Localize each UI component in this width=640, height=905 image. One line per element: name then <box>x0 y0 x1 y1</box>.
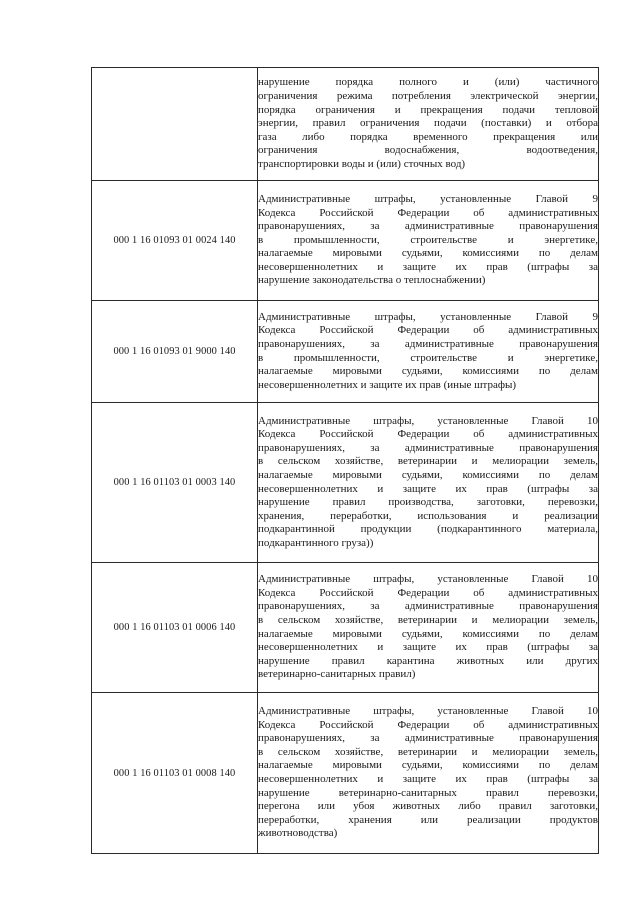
budget-codes-table <box>91 67 599 854</box>
description-line: нарушение правил производства, заготовки, перевозки, <box>258 496 598 509</box>
description-line: подкарантинного груза)) <box>258 536 374 549</box>
description-line: газа либо порядка временного прекращения или <box>258 130 598 143</box>
description-line: порядка ограничения и прекращения подачи тепловой <box>258 103 598 116</box>
table-row <box>92 403 599 563</box>
code-cell: 000 1 16 01103 01 0008 140 <box>92 693 258 854</box>
description-line: Административные штрафы, установленные Главой 10 <box>258 573 598 586</box>
description-line: перегона или убоя животных либо правил заготовки, <box>258 800 598 813</box>
description-line: налагаемые мировыми судьями, комиссиями по делам <box>258 759 598 772</box>
description-line: налагаемые мировыми судьями, комиссиями по делам <box>258 627 598 640</box>
code-cell: 000 1 16 01103 01 0003 140 <box>92 403 258 563</box>
table-row <box>92 693 599 854</box>
code-cell: 000 1 16 01093 01 0024 140 <box>92 181 258 301</box>
description-line: несовершеннолетних и защите их прав (штрафы за <box>258 773 598 785</box>
description-line: в сельском хозяйстве, ветеринарии и мелиорации земель, <box>258 455 598 468</box>
description-line: нарушение правил карантина животных или других <box>258 654 598 667</box>
description-line: ветеринарно-санитарных правил) <box>258 668 416 681</box>
description-line: налагаемые мировыми судьями, комиссиями по делам <box>258 247 598 260</box>
description-line: несовершеннолетних и защите их прав (штрафы за <box>258 641 598 654</box>
description-cell <box>258 68 599 181</box>
description-line: энергии, правил ограничения подачи (поставки) и отбора <box>258 117 598 130</box>
description-line: правонарушениях, за административные правонарушения <box>258 600 598 613</box>
table-row <box>92 563 599 693</box>
description-line: правонарушениях, за административные правонарушения <box>258 441 598 454</box>
description-line: Административные штрафы, установленные Главой 10 <box>258 414 598 427</box>
description-line: Кодекса Российской Федерации об административных <box>258 428 598 441</box>
description-line: Административные штрафы, установленные Главой 10 <box>258 705 598 718</box>
description-cell <box>258 181 599 301</box>
description-line: подкарантинной продукции (подкарантинного материала, <box>258 523 598 536</box>
description-line: в сельском хозяйстве, ветеринарии и мелиорации земель, <box>258 613 598 626</box>
description-line: в промышленности, строительстве и энергетике, <box>258 351 598 364</box>
code-cell: 000 1 16 01093 01 9000 140 <box>92 301 258 403</box>
code-cell: 000 1 16 01103 01 0006 140 <box>92 563 258 693</box>
description-line: в сельском хозяйстве, ветеринарии и мелиорации земель, <box>258 745 598 758</box>
description-line: Административные штрафы, установленные Главой 9 <box>258 192 598 205</box>
table-row <box>92 301 599 403</box>
description-line: несовершеннолетних и защите их прав (иные штрафы) <box>258 378 517 391</box>
description-line: ограничения водоснабжения, водоотведения, <box>258 144 598 157</box>
description-line: хранения, переработки, использования и реализации <box>258 509 598 522</box>
table-body <box>92 68 599 854</box>
description-line: транспортировки воды и (или) сточных вод) <box>258 157 466 170</box>
description-cell <box>258 563 599 693</box>
description-cell <box>258 693 599 854</box>
description-line: животноводства) <box>258 827 338 840</box>
description-line: Кодекса Российской Федерации об административных <box>258 324 598 337</box>
description-line: налагаемые мировыми судьями, комиссиями по делам <box>258 468 598 481</box>
description-line: нарушение ветеринарно-санитарных правил перевозки, <box>258 786 598 799</box>
code-cell <box>92 68 258 181</box>
description-line: нарушение порядка полного и (или) частичного <box>258 76 598 89</box>
description-line: нарушение законодательства о теплоснабжении) <box>258 274 486 287</box>
description-line: ограничения режима потребления электрической энергии, <box>258 90 598 103</box>
table-row <box>92 68 599 181</box>
description-line: правонарушениях, за административные правонарушения <box>258 220 598 233</box>
description-line: Административные штрафы, установленные Главой 9 <box>258 310 598 323</box>
description-line: Кодекса Российской Федерации об административных <box>258 586 598 599</box>
description-line: правонарушениях, за административные правонарушения <box>258 732 598 745</box>
description-line: правонарушениях, за административные правонарушения <box>258 337 598 350</box>
description-line: налагаемые мировыми судьями, комиссиями по делам <box>258 365 598 378</box>
description-line: несовершеннолетних и защите их прав (штрафы за <box>258 260 598 273</box>
description-cell <box>258 403 599 563</box>
description-line: несовершеннолетних и защите их прав (штрафы за <box>258 482 598 495</box>
description-line: Кодекса Российской Федерации об административных <box>258 718 598 731</box>
description-cell <box>258 301 599 403</box>
description-line: Кодекса Российской Федерации об административных <box>258 206 598 219</box>
description-line: в промышленности, строительстве и энергетике, <box>258 233 598 246</box>
description-line: переработки, хранения или реализации продуктов <box>258 813 598 826</box>
table-row <box>92 181 599 301</box>
